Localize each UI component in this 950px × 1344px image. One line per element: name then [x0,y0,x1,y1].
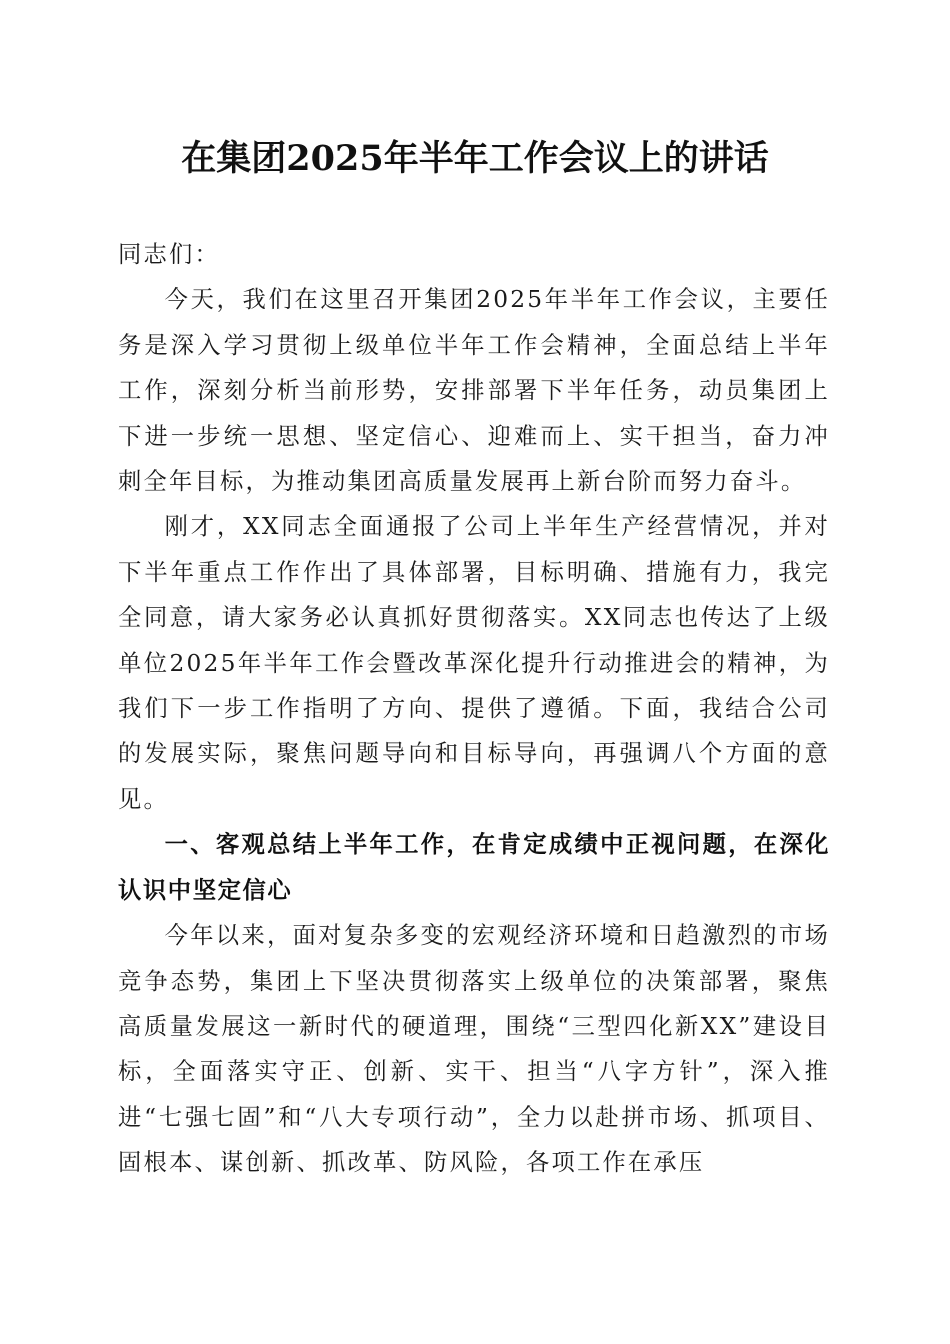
document-body [118,232,830,1186]
section-heading-one: 一、客观总结上半年工作，在肯定成绩中正视问题，在深化认识中坚定信心 [118,831,830,904]
paragraph-section-one: 今年以来，面对复杂多变的宏观经济环境和日趋激烈的市场竞争态势，集团上下坚决贯彻落实上级单位的决策部署，聚焦高质量发展这一新时代的硬道理，围绕“三型四化新XX”建设目标，全面落实守正、创新、实干、担当“八字方针”，深入推进“七强七固”和“八大专项行动”，全力以赴拼市场、抓项目、固根本、谋创新、抓改革、防风险，各项工作在承压 [118,922,830,1177]
paragraph-report: 刚才，XX同志全面通报了公司上半年生产经营情况，并对下半年重点工作作出了具体部署，目标明确、措施有力，我完全同意，请大家务必认真抓好贯彻落实。XX同志也传达了上级单位2025年半年工作会暨改革深化提升行动推进会的精神，为我们下一步工作指明了方向、提供了遵循。下面，我结合公司的发展实际，聚焦问题导向和目标导向，再强调八个方面的意见。 [118,513,830,813]
document-title: 在集团2025年半年工作会议上的讲话 [181,138,769,179]
salutation: 同志们： [118,241,220,268]
paragraph-opening: 今天，我们在这里召开集团2025年半年工作会议，主要任务是深入学习贯彻上级单位半年工作会精神，全面总结上半年工作，深刻分析当前形势，安排部署下半年任务，动员集团上下进一步统一思想、坚定信心、迎难而上、实干担当，奋力冲刺全年目标，为推动集团高质量发展再上新台阶而努力奋斗。 [118,286,830,496]
